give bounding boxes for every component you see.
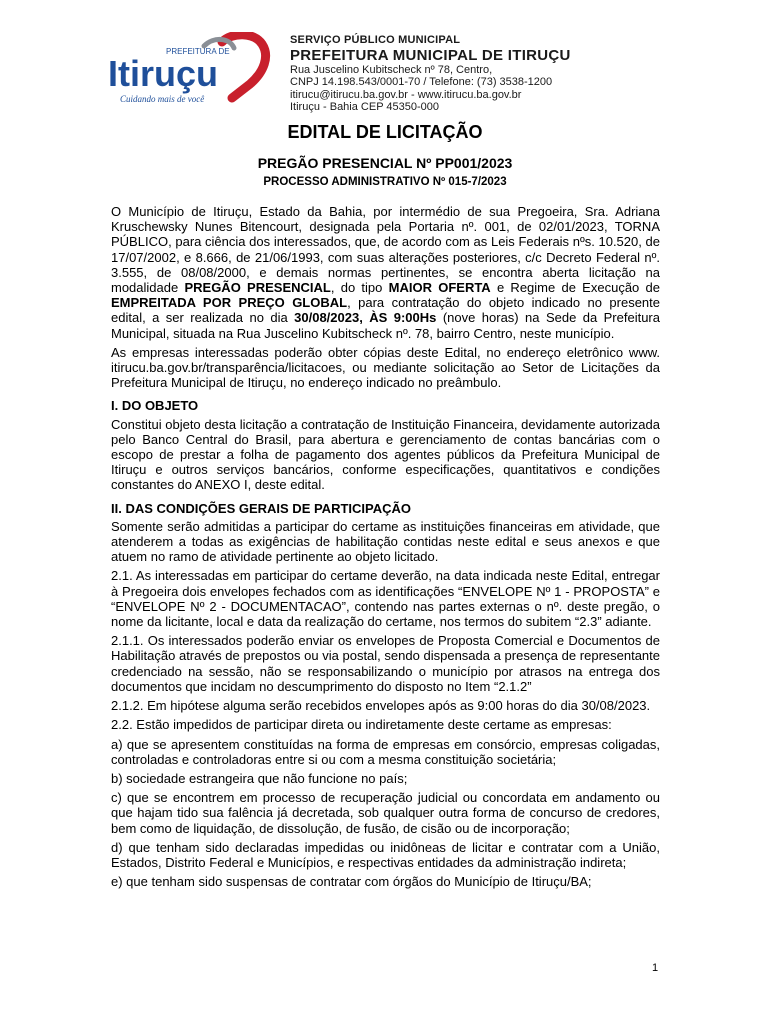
condicoes-paragraph: a) que se apresentem constituídas na forma de empresas em consórcio, empresas coligadas, controladas e controladoras entre si ou com a mesma constituição societária; [111, 736, 660, 767]
svg-text:PREFEITURA DE: PREFEITURA DE [166, 47, 230, 56]
letterhead-info [290, 34, 571, 114]
service-label: SERVIÇO PÚBLICO MUNICIPAL [290, 34, 461, 46]
pregao-title: PREGÃO PRESENCIAL Nº PP001/2023 [257, 155, 513, 171]
condicoes-paragraph: 2.2. Estão impedidos de participar direta ou indiretamente deste certame as empresas: [111, 717, 612, 733]
condicoes-paragraph: e) que tenham sido suspensas de contratar com órgãos do Município de Itiruçu/BA; [111, 874, 592, 890]
document-title: EDITAL DE LICITAÇÃO [287, 122, 483, 142]
condicoes-paragraph: c) que se encontrem em processo de recuperação judicial ou concordata em andamento ou que hajam tido sua falência já decretada, sob qualquer outra forma de concurso de credores, bem como de liquidação, de dissolução, de fusão, de cisão ou de incorporação; [111, 790, 660, 836]
municipality-logo [104, 32, 282, 110]
section-heading-condicoes: II. DAS CONDIÇÕES GERAIS DE PARTICIPAÇÃO [111, 500, 411, 516]
intro-text: , do tipo [330, 280, 389, 296]
city-line: Itiruçu - Bahia CEP 45350-000 [290, 101, 439, 114]
condicoes-paragraph: 2.1. As interessadas em participar do certame deverão, na data indicada neste Edital, entregar à Pregoeira dois envelopes fechados com as identificações “ENVELOPE Nº 1 - PROPOSTA” e “ENVELOPE Nº 2 - DOCUMENTACAO”, contendo nas partes externas o nº. deste pregão, o nome da licitante, local e data da realização do certame, nos termos do subitem “2.3” adiante. [111, 568, 660, 630]
intro-paragraph [111, 204, 660, 341]
document-body [111, 204, 660, 893]
condicoes-paragraph: 2.1.1. Os interessados poderão enviar os envelopes de Proposta Comercial e Documentos de Habilitação através de prepostos ou via postal, sendo dispensada a presença de representante credenciado na sessão, não se responsabilizando o município por atrasos na entrega dos documentos que incidam no descumprimento do disposto no Item “2.1.2” [111, 633, 660, 694]
copies-paragraph: As empresas interessadas poderão obter cópias deste Edital, no endereço eletrônico www. itirucu.ba.gov.br/transparência/licitacoes, ou mediante solicitação ao Setor de Licitações da Prefeitura Municipal de Itiruçu, no endereço indicado no preâmbulo. [111, 344, 660, 391]
intro-bold-type: MAIOR OFERTA [388, 280, 491, 296]
intro-text: , para contratação do objeto indicado no presente edital, a ser realizada no dia [111, 295, 661, 326]
intro-bold-regime: EMPREITADA POR PREÇO GLOBAL [111, 295, 348, 311]
intro-bold-date: 30/08/2023, ÀS 9:00Hs [294, 310, 437, 326]
processo-title: PROCESSO ADMINISTRATIVO Nº 015-7/2023 [263, 176, 507, 188]
section-heading-objeto: I. DO OBJETO [111, 398, 199, 414]
contact-line: itirucu@itirucu.ba.gov.br - www.itirucu.ba.gov.br [290, 88, 522, 101]
condicoes-paragraph: Somente serão admitidas a participar do certame as instituições financeiras em atividade, que atenderem a todas as exigências de habilitação contidas neste edital e seus anexos e que atuem no ramo de atividade pertinente ao objeto licitado. [111, 518, 660, 565]
svg-text:Itiruçu: Itiruçu [108, 53, 219, 94]
svg-text:Cuidando mais de você: Cuidando mais de você [120, 94, 205, 104]
condicoes-paragraph: 2.1.2. Em hipótese alguma serão recebidos envelopes após as 9:00 horas do dia 30/08/2023. [111, 698, 651, 714]
condicoes-paragraph: d) que tenham sido declaradas impedidas ou inidôneas de licitar e contratar com a União, Estados, Distrito Federal e Municípios, e respectivas entidades da administração indireta; [111, 839, 660, 870]
intro-text: e Regime de Execução de [490, 280, 660, 296]
address-line: Rua Juscelino Kubitscheck nº 78, Centro, [290, 63, 493, 76]
cnpj-line: CNPJ 14.198.543/0001-70 / Telefone: (73) 3538-1200 [290, 76, 553, 89]
intro-text: (nove horas) na Sede da Prefeitura Municipal, situada na Rua Juscelino Kubitscheck nº. 78, bairro Centro, neste município. [111, 310, 660, 341]
intro-text: O Município de Itiruçu, Estado da Bahia, por intermédio de sua Pregoeira, Sra. Adriana Kruschewsky Nunes Bitencourt, designada pela Portaria nº. 001, de 02/01/2023, TORNA PÚBLICO, para ciência dos interessados, que, de acordo com as Leis Federais nºs. 10.520, de 17/07/2002, e 8.666, de 21/06/1993, com suas alterações posteriores, c/c Decreto Federal nº. 3.555, de 08/08/2000, e demais normas pertinentes, se encontra aberta licitação na modalidade [111, 204, 660, 296]
objeto-paragraph: Constitui objeto desta licitação a contratação de Instituição Financeira, devidamente autorizada pelo Banco Central do Brasil, para abertura e gerenciamento de contas bancárias com o escopo de prestar a folha de pagamento dos agentes públicos da Prefeitura Municipal de Itiruçu e outros serviços bancários, conforme especificações, quantitativos e condições constantes do ANEXO I, deste edital. [111, 416, 660, 493]
page-number: 1 [652, 962, 659, 974]
letterhead [104, 28, 704, 118]
condicoes-paragraph: b) sociedade estrangeira que não funcione no país; [111, 770, 408, 786]
intro-bold-modality: PREGÃO PRESENCIAL [184, 280, 331, 296]
prefeitura-name: PREFEITURA MUNICIPAL DE ITIRUÇU [290, 46, 571, 64]
